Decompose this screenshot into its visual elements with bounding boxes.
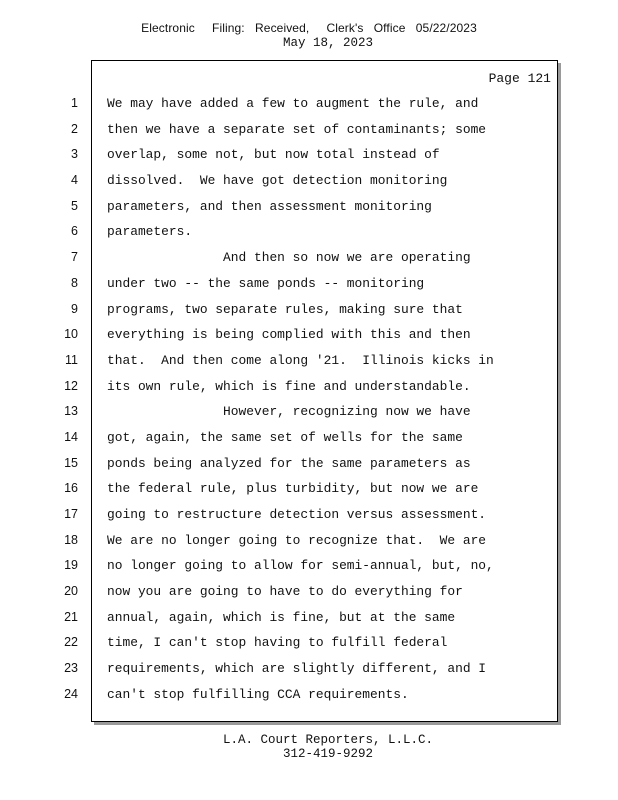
line-number: 22 (64, 635, 78, 650)
transcript-lines (64, 94, 557, 711)
transcript-line (71, 197, 557, 223)
line-number: 15 (64, 455, 78, 470)
line-text: everything is being complied with this and then (107, 327, 471, 343)
transcript-line (64, 505, 557, 531)
line-number: 24 (64, 686, 78, 701)
line-text: annual, again, which is fine, but at the same (107, 609, 456, 625)
hearing-date: May 18, 2023 (282, 36, 373, 50)
line-number: 21 (64, 609, 78, 624)
transcript-line (71, 145, 557, 171)
line-text: its own rule, which is fine and understandable. (107, 378, 471, 394)
transcript-line (64, 454, 557, 480)
transcript-line (71, 171, 557, 197)
line-number: 8 (71, 275, 78, 290)
line-text: then we have a separate set of contaminants; some (107, 121, 487, 137)
transcript-line (65, 351, 557, 377)
transcript-line (64, 479, 557, 505)
line-text: We may have added a few to augment the rule, and (107, 96, 479, 111)
line-text: the federal rule, plus turbidity, but now we are (107, 481, 479, 497)
line-number: 19 (64, 558, 78, 573)
line-number: 20 (64, 584, 78, 599)
filing-stamp: Electronic Filing: Received, Clerk's Office 05/22/2023 (141, 21, 477, 35)
transcript-line (64, 377, 557, 403)
line-text: requirements, which are slightly different, and I (107, 661, 487, 677)
transcript-line (64, 608, 557, 634)
line-number: 7 (71, 250, 78, 265)
line-text: now you are going to have to do everything for (107, 584, 463, 600)
reporter-phone: 312-419-9292 (282, 747, 373, 761)
line-text: time, I can't stop having to fulfill federal (107, 635, 448, 651)
line-number: 14 (64, 429, 78, 444)
line-number: 3 (71, 147, 78, 162)
line-text: got, again, the same set of wells for the same (107, 429, 463, 445)
transcript-line (71, 120, 557, 146)
line-number: 10 (64, 327, 78, 342)
line-text: can't stop fulfilling CCA requirements. (107, 686, 409, 702)
line-text: parameters, and then assessment monitoring (107, 198, 432, 214)
line-number: 4 (71, 173, 78, 188)
transcript-line (71, 274, 557, 300)
line-number: 18 (64, 532, 78, 547)
line-text: overlap, some not, but now total instead of (107, 147, 440, 163)
line-text: dissolved. We have got detection monitoring (107, 173, 448, 189)
line-number: 5 (71, 198, 78, 213)
transcript-line (71, 248, 557, 274)
line-text: ponds being analyzed for the same parameters as (107, 455, 471, 471)
line-number: 23 (64, 661, 78, 676)
line-number: 11 (65, 352, 78, 367)
line-text: programs, two separate rules, making sure that (107, 301, 463, 317)
line-number: 6 (71, 224, 78, 239)
transcript-line (64, 402, 557, 428)
line-number: 12 (64, 378, 78, 393)
line-text: However, recognizing now we have (107, 404, 471, 420)
line-number: 9 (71, 301, 78, 316)
line-number: 1 (71, 96, 78, 110)
transcript-line (64, 633, 557, 659)
transcript-line (64, 582, 557, 608)
transcript-page (64, 60, 558, 722)
transcript-line (64, 685, 557, 711)
line-text: that. And then come along '21. Illinois kicks in (107, 352, 494, 368)
line-number: 2 (71, 121, 78, 136)
line-number: 16 (64, 481, 78, 496)
line-text: And then so now we are operating (107, 250, 471, 266)
line-number: 13 (64, 404, 78, 419)
line-text: going to restructure detection versus assessment. (107, 507, 487, 522)
transcript-line (64, 659, 557, 685)
transcript-line (64, 556, 557, 582)
page-number: Page 121 (488, 71, 551, 86)
reporter-company: L.A. Court Reporters, L.L.C. (222, 733, 434, 747)
line-text: We are no longer going to recognize that. We are (107, 532, 487, 548)
line-text: no longer going to allow for semi-annual, but, no, (107, 558, 494, 574)
transcript-line (71, 300, 557, 326)
line-text: under two -- the same ponds -- monitoring (107, 275, 425, 291)
transcript-line (64, 428, 557, 454)
line-text: parameters. (107, 224, 193, 240)
transcript-line (64, 325, 557, 351)
transcript-line (64, 531, 557, 557)
line-number: 17 (64, 507, 78, 521)
transcript-line (71, 222, 557, 248)
transcript-line (71, 94, 557, 120)
